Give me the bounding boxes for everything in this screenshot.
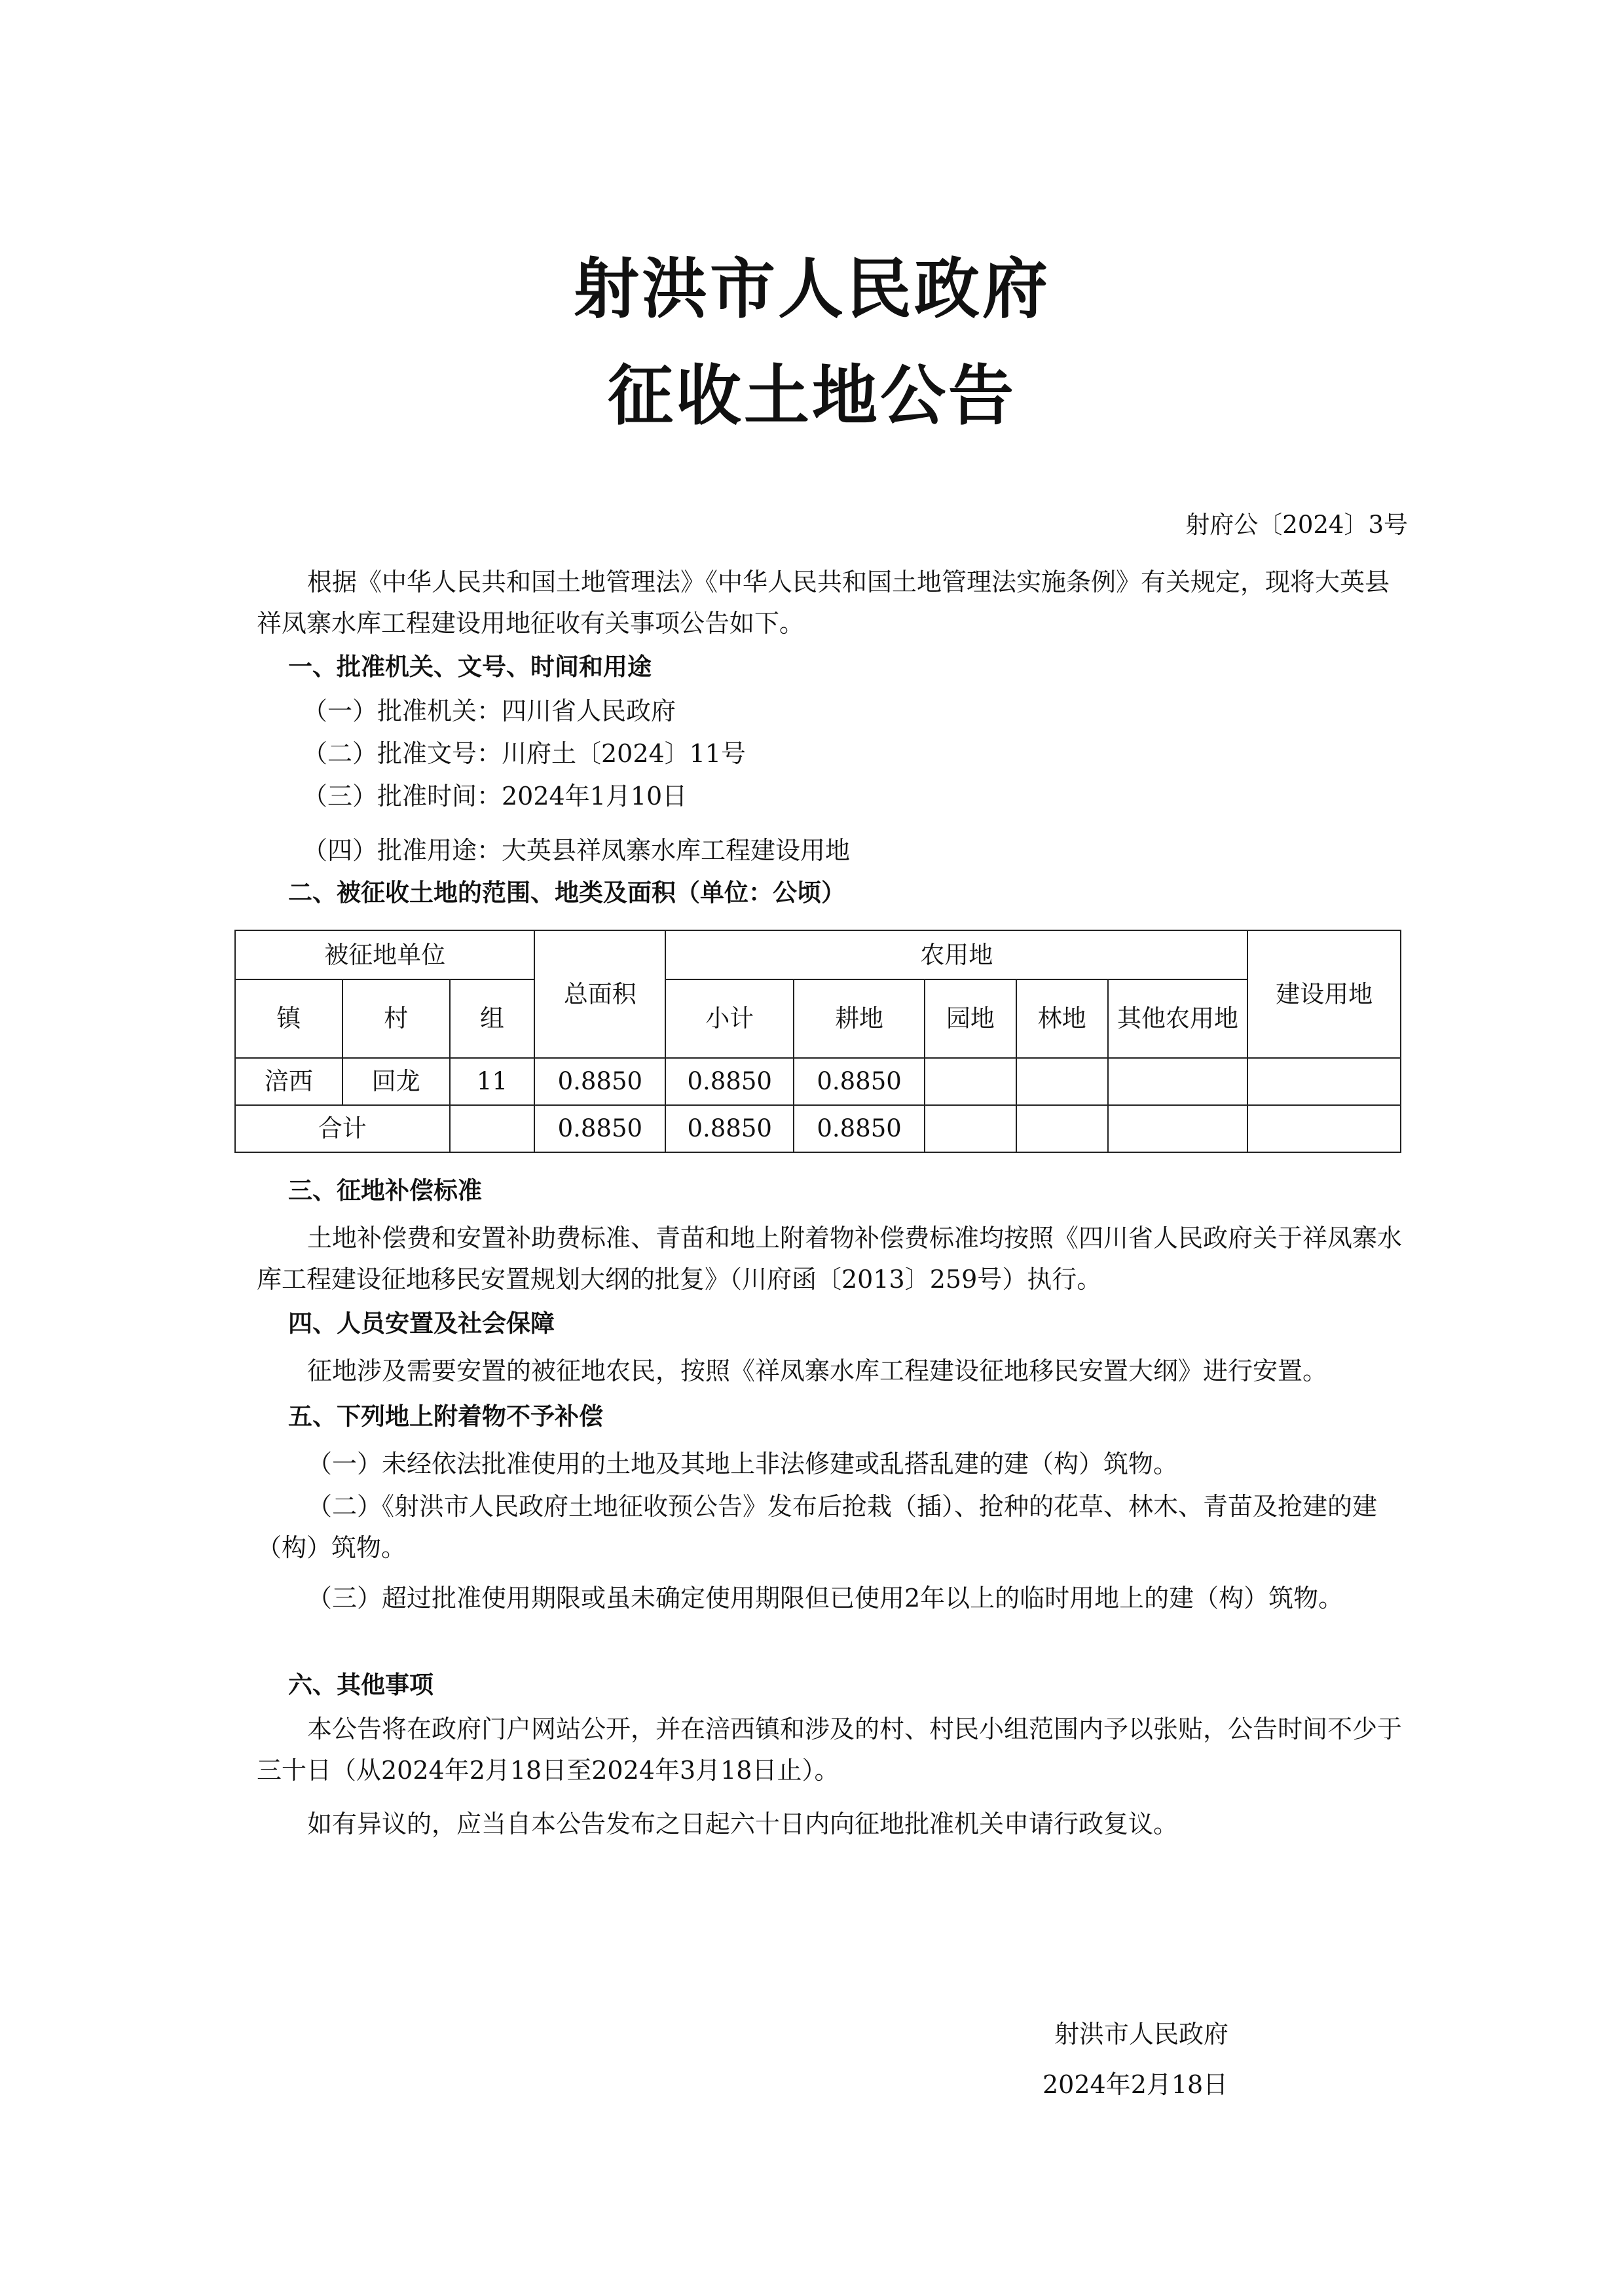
resettlement-text: 征地涉及需要安置的被征地农民，按照《祥凤寨水库工程建设征地移民安置大纲》进行安置。 bbox=[307, 1357, 1328, 1385]
publication-text: 本公告将在政府门户网站公开，并在涪西镇和涉及的村、村民小组范围内予以张贴，公告时间不少于三十日（从2024年2月18日至2024年3月18日止）。 bbox=[257, 1715, 1403, 1785]
exclusion-item-2: （二）《射洪市人民政府土地征收预公告》发布后抢栽（插）、抢种的花草、林木、青苗及抢建的建（构）筑物。 bbox=[257, 1492, 1378, 1562]
approval-purpose: （四）批准用途：大英县祥凤寨水库工程建设用地 bbox=[303, 836, 851, 865]
compensation-standard-text: 土地补偿费和安置补助费标准、青苗和地上附着物补偿费标准均按照《四川省人民政府关于祥凤寨水库工程建设征地移民安置规划大纲的批复》（川府函〔2013〕259号）执行。 bbox=[257, 1224, 1403, 1294]
cell-other-farmland bbox=[1108, 1058, 1248, 1105]
cell-sum-other-farmland bbox=[1108, 1105, 1248, 1152]
cell-garden bbox=[925, 1058, 1016, 1105]
header-garden: 园地 bbox=[925, 979, 1016, 1058]
cell-group: 11 bbox=[450, 1058, 535, 1105]
cell-sum-subtotal: 0.8850 bbox=[665, 1105, 794, 1152]
header-expropriated-unit: 被征地单位 bbox=[235, 930, 534, 979]
header-village: 村 bbox=[342, 979, 450, 1058]
signature-organization: 射洪市人民政府 bbox=[1054, 2020, 1229, 2049]
section-5-heading: 五、下列地上附着物不予补偿 bbox=[288, 1402, 603, 1430]
cell-total: 0.8850 bbox=[534, 1058, 665, 1105]
header-total-area: 总面积 bbox=[534, 930, 665, 1058]
notice-title-line-2: 征收土地公告 bbox=[608, 357, 1016, 434]
cell-cultivated: 0.8850 bbox=[794, 1058, 925, 1105]
notice-title-line-1: 射洪市人民政府 bbox=[574, 251, 1050, 327]
header-construction-land: 建设用地 bbox=[1247, 930, 1401, 1058]
exclusion-item-1: （一）未经依法批准使用的土地及其地上非法修建或乱搭乱建的建（构）筑物。 bbox=[307, 1449, 1179, 1478]
header-forest: 林地 bbox=[1016, 979, 1108, 1058]
signature-date: 2024年2月18日 bbox=[1043, 2070, 1228, 2099]
appeal-text: 如有异议的，应当自本公告发布之日起六十日内向征地批准机关申请行政复议。 bbox=[307, 1810, 1179, 1838]
approval-authority: （一）批准机关：四川省人民政府 bbox=[303, 697, 676, 725]
approval-date: （三）批准时间：2024年1月10日 bbox=[303, 782, 688, 811]
table-sum-row bbox=[235, 1105, 1401, 1152]
header-town: 镇 bbox=[235, 979, 342, 1058]
header-farmland: 农用地 bbox=[665, 930, 1247, 979]
cell-subtotal: 0.8850 bbox=[665, 1058, 794, 1105]
table-header-row-2 bbox=[235, 979, 1401, 1019]
table-row bbox=[235, 1058, 1401, 1105]
document-number: 射府公〔2024〕3号 bbox=[1185, 511, 1408, 539]
section-3-heading: 三、征地补偿标准 bbox=[288, 1176, 482, 1205]
cell-sum-garden bbox=[925, 1105, 1016, 1152]
approval-document-number: （二）批准文号：川府土〔2024〕11号 bbox=[303, 739, 747, 768]
intro-paragraph: 根据《中华人民共和国土地管理法》《中华人民共和国土地管理法实施条例》有关规定，现将大英县祥凤寨水库工程建设用地征收有关事项公告如下。 bbox=[257, 568, 1390, 638]
cell-town: 涪西 bbox=[235, 1058, 342, 1105]
cell-construction bbox=[1247, 1058, 1401, 1105]
section-1-heading: 一、批准机关、文号、时间和用途 bbox=[288, 653, 652, 681]
header-subtotal: 小计 bbox=[665, 979, 794, 1058]
section-2-heading: 二、被征收土地的范围、地类及面积（单位：公顷） bbox=[288, 879, 845, 907]
cell-sum-label: 合计 bbox=[235, 1105, 450, 1152]
header-other-farmland: 其他农用地 bbox=[1108, 979, 1248, 1058]
cell-sum-forest bbox=[1016, 1105, 1108, 1152]
cell-sum-group bbox=[450, 1105, 535, 1152]
cell-forest bbox=[1016, 1058, 1108, 1105]
table-header-row-1 bbox=[235, 930, 1401, 979]
header-cultivated: 耕地 bbox=[794, 979, 925, 1058]
cell-sum-construction bbox=[1247, 1105, 1401, 1152]
section-6-heading: 六、其他事项 bbox=[288, 1671, 434, 1699]
section-4-heading: 四、人员安置及社会保障 bbox=[288, 1309, 555, 1338]
land-acquisition-table bbox=[234, 930, 1401, 1153]
cell-sum-total: 0.8850 bbox=[534, 1105, 665, 1152]
cell-sum-cultivated: 0.8850 bbox=[794, 1105, 925, 1152]
exclusion-item-3: （三）超过批准使用期限或虽未确定使用期限但已使用2年以上的临时用地上的建（构）筑物。 bbox=[307, 1584, 1344, 1613]
header-group: 组 bbox=[450, 979, 535, 1058]
cell-village: 回龙 bbox=[342, 1058, 450, 1105]
